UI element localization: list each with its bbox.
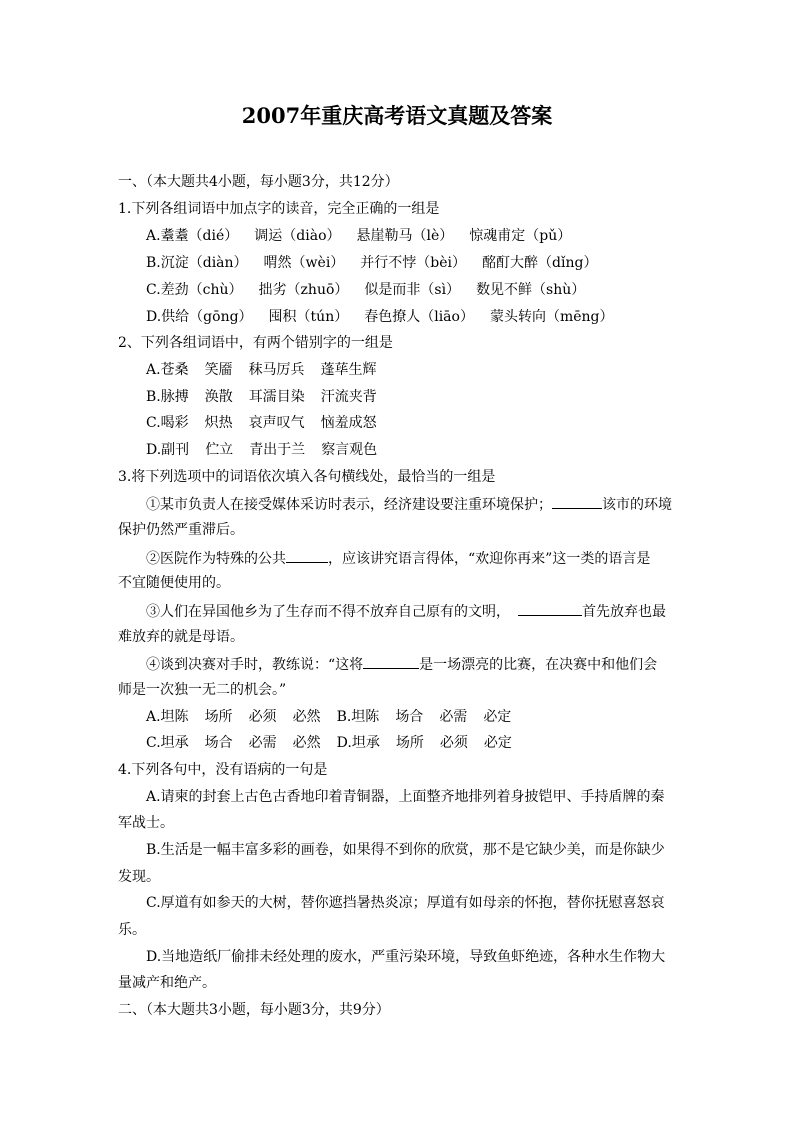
q3-s1-text-b: 该市的环境 xyxy=(602,497,672,513)
q1-stem: 1.下列各组词语中加点字的读音，完全正确的一组是 xyxy=(118,201,440,217)
q2-option-a xyxy=(146,361,393,379)
section-1-header: 一、（本大题共4小题，每小题3分，共12分） xyxy=(118,174,399,190)
q3-sentence-3 xyxy=(146,601,666,621)
q2-a-word-4: 蓬荜生辉 xyxy=(320,362,377,378)
q3-sentence-2 xyxy=(146,548,650,568)
q1-a-word-1: A.耋耋（dié） xyxy=(146,228,239,244)
q3-opt-a-3: 必须 xyxy=(248,709,277,725)
q4-stem: 4.下列各句中，没有语病的一句是 xyxy=(118,762,328,778)
q3-s4-text-a: ④谈到决赛对手时，教练说：“这将 xyxy=(146,657,364,673)
q4-option-a-cont: 军战士。 xyxy=(118,815,174,831)
q1-c-word-2: 拙劣（zhuō） xyxy=(258,282,349,298)
q3-opt-a-4: 必然 xyxy=(292,709,321,725)
q2-d-word-1: D.副刊 xyxy=(146,442,190,458)
q1-option-a xyxy=(146,227,587,245)
q3-blank-3 xyxy=(518,601,582,616)
q3-options-cd xyxy=(146,734,528,752)
q2-d-word-2: 伫立 xyxy=(205,442,234,458)
q3-sentence-4-cont: 师是一次独一无二的机会。” xyxy=(118,682,287,698)
q1-b-word-2: 喟然（wèi） xyxy=(263,255,345,271)
q3-s1-text-a: ①某市负责人在接受媒体采访时表示，经济建设要注重环境保护； xyxy=(146,497,552,513)
q3-sentence-3-cont: 难放弃的就是母语。 xyxy=(118,629,244,645)
q3-sentence-2-cont: 不宜随便使用的。 xyxy=(118,575,230,591)
q3-opt-c-3: 必需 xyxy=(248,735,277,751)
q3-s2-text-b: ，应该讲究语言得体，“欢迎你再来”这一类的语言是 xyxy=(328,551,651,567)
q2-a-word-1: A.苍桑 xyxy=(146,362,189,378)
q3-opt-a-2: 场所 xyxy=(204,709,233,725)
q3-sentence-1-cont: 保护仍然严重滞后。 xyxy=(118,522,244,538)
q3-opt-c-4: 必然 xyxy=(292,735,321,751)
q3-opt-a-1: A.坦陈 xyxy=(146,709,189,725)
q2-c-word-3: 哀声叹气 xyxy=(248,415,305,431)
q3-options-ab xyxy=(146,708,527,726)
q4-option-b: B.生活是一幅丰富多彩的画卷，如果得不到你的欣赏，那不是它缺少美，而是你缺少 xyxy=(146,842,665,858)
q3-s3-text-a: ③人们在异国他乡为了生存而不得不放弃自己原有的文明， xyxy=(146,604,510,620)
q3-opt-d-4: 必定 xyxy=(483,735,512,751)
q3-opt-d-3: 必须 xyxy=(439,735,468,751)
q1-option-d xyxy=(146,308,630,326)
q4-option-c: C.厚道有如参天的大树，替你遮挡暑热炎凉；厚道有如母亲的怀抱，替你抚慰喜怒哀 xyxy=(146,895,665,911)
q1-b-word-3: 并行不悖（bèi） xyxy=(360,255,467,271)
q4-option-b-cont: 发现。 xyxy=(118,869,160,885)
q4-option-d: D.当地造纸厂偷排未经处理的废水，严重污染环境，导致鱼虾绝迹，各种水生作物大 xyxy=(146,949,666,965)
q3-opt-b-2: 场合 xyxy=(395,709,424,725)
q2-option-b xyxy=(146,388,393,406)
q2-b-word-3: 耳濡目染 xyxy=(248,389,305,405)
q1-c-word-1: C.差劲（chù） xyxy=(146,282,243,298)
q1-d-word-1: D.供给（gōng） xyxy=(146,309,253,325)
q1-d-word-2: 囤积（tún） xyxy=(268,309,349,325)
q2-d-word-4: 察言观色 xyxy=(321,442,378,458)
q2-c-word-2: 炽热 xyxy=(204,415,233,431)
q1-option-c xyxy=(146,281,601,299)
q3-blank-1 xyxy=(552,494,602,509)
q1-c-word-4: 数见不鲜（shù） xyxy=(476,282,586,298)
q2-c-word-1: C.喝彩 xyxy=(146,415,189,431)
q3-sentence-4 xyxy=(146,654,657,674)
q1-d-word-4: 蒙头转向（mēng） xyxy=(489,309,614,325)
q2-d-word-3: 青出于兰 xyxy=(249,442,306,458)
q2-option-d xyxy=(146,441,393,459)
q3-blank-4 xyxy=(363,654,419,669)
q3-s2-text-a: ②医院作为特殊的公共 xyxy=(146,551,286,567)
q3-sentence-1 xyxy=(146,494,672,514)
q3-s3-text-b: 首先放弃也最 xyxy=(582,604,666,620)
q3-stem: 3.将下列选项中的词语依次填入各句横线处，最恰当的一组是 xyxy=(118,469,496,485)
q1-a-word-4: 惊魂甫定（pǔ） xyxy=(469,228,572,244)
q1-d-word-3: 春色撩人（liāo） xyxy=(364,309,474,325)
q3-s4-text-b: 是一场漂亮的比赛，在决赛中和他们会 xyxy=(419,657,658,673)
q2-b-word-4: 汗流夹背 xyxy=(320,389,377,405)
q1-a-word-2: 调运（diào） xyxy=(254,228,341,244)
q3-opt-d-1: D.坦承 xyxy=(336,735,380,751)
q2-b-word-1: B.脉搏 xyxy=(146,389,189,405)
q4-option-d-cont: 量减产和绝产。 xyxy=(118,975,216,991)
q2-c-word-4: 恼羞成怒 xyxy=(320,415,377,431)
q1-c-word-3: 似是而非（sì） xyxy=(364,282,461,298)
q1-b-word-1: B.沉淀（diàn） xyxy=(146,255,248,271)
section-2-header: 二、（本大题共3小题，每小题3分，共9分） xyxy=(118,1002,390,1018)
q3-opt-c-1: C.坦承 xyxy=(146,735,189,751)
q2-stem: 2、下列各组词语中，有两个错别字的一组是 xyxy=(118,335,393,351)
q2-a-word-3: 秣马厉兵 xyxy=(248,362,305,378)
q4-option-a: A.请柬的封套上古色古香地印着青铜器，上面整齐地排列着身披铠甲、手持盾牌的秦 xyxy=(146,789,665,805)
q2-b-word-2: 涣散 xyxy=(204,389,233,405)
q3-opt-c-2: 场合 xyxy=(204,735,233,751)
q1-a-word-3: 悬崖勒马（lè） xyxy=(356,228,454,244)
q1-option-b xyxy=(146,254,613,272)
page-title: 2007年重庆高考语文真题及答案 xyxy=(241,103,553,128)
q2-option-c xyxy=(146,414,393,432)
q3-opt-d-2: 场所 xyxy=(395,735,424,751)
q3-opt-b-4: 必定 xyxy=(483,709,512,725)
q3-opt-b-3: 必需 xyxy=(439,709,468,725)
q1-b-word-4: 酩酊大醉（dǐng） xyxy=(482,255,598,271)
q2-a-word-2: 笑靥 xyxy=(204,362,233,378)
q3-blank-2 xyxy=(286,548,328,563)
q4-option-c-cont: 乐。 xyxy=(118,922,146,938)
q3-opt-b-1: B.坦陈 xyxy=(336,709,380,725)
